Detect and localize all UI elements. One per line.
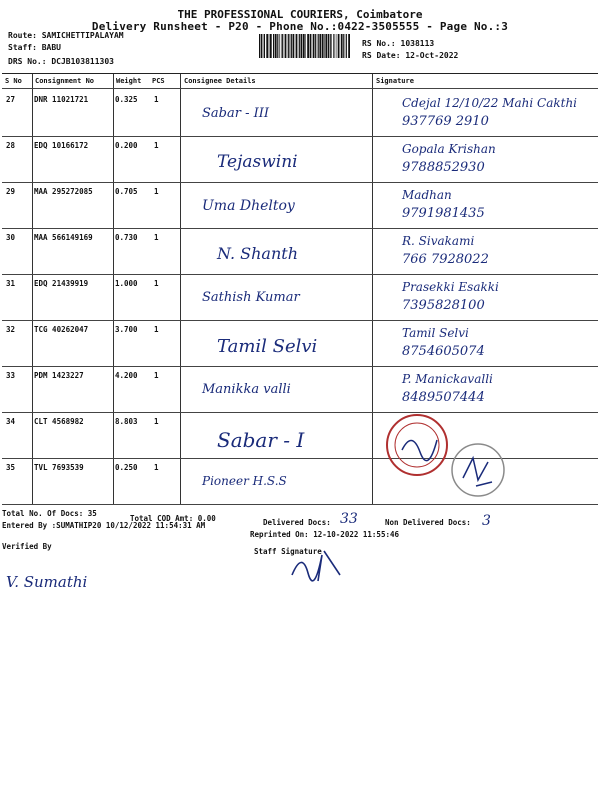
seal-stamp xyxy=(448,440,508,500)
cell-weight: 0.730 xyxy=(115,233,138,242)
signature-phone: 8754605074 xyxy=(402,344,485,359)
consignee-handwriting: Sabar - I xyxy=(217,428,305,452)
rs-number: RS No.: 1038113 xyxy=(362,39,435,48)
barcode-bar xyxy=(328,34,329,58)
table-row xyxy=(2,228,598,274)
staff-label: Staff: BABU xyxy=(8,43,61,52)
column-header-signature: Signature xyxy=(376,77,414,85)
runsheet-table xyxy=(2,73,598,505)
barcode-bar xyxy=(264,34,265,58)
table-row xyxy=(2,412,598,458)
consignee-handwriting: Uma Dheltoy xyxy=(202,198,295,214)
cell-pcs: 1 xyxy=(154,325,159,334)
cell-weight: 1.000 xyxy=(115,279,138,288)
column-header-weight: Weight xyxy=(116,77,142,85)
signature-phone: 9791981435 xyxy=(402,206,485,221)
barcode-bar xyxy=(322,34,324,58)
table-row xyxy=(2,90,598,136)
barcode-bar xyxy=(318,34,319,58)
cell-weight: 0.705 xyxy=(115,187,138,196)
table-row xyxy=(2,182,598,228)
column-header-sno: S No xyxy=(5,77,22,85)
consignee-handwriting: Tejaswini xyxy=(217,152,298,172)
barcode-bar xyxy=(348,34,350,58)
barcode-bar xyxy=(263,34,264,58)
cell-consignment: DNR 11021721 xyxy=(34,95,89,104)
barcode-bar xyxy=(319,34,321,58)
cell-pcs: 1 xyxy=(154,279,159,288)
cell-weight: 3.700 xyxy=(115,325,138,334)
barcode-bar xyxy=(277,34,278,58)
cell-pcs: 1 xyxy=(154,417,159,426)
barcode-bar xyxy=(299,34,300,58)
column-header-pcs: PCS xyxy=(152,77,165,85)
cell-sno: 29 xyxy=(6,187,16,196)
cell-sno: 27 xyxy=(6,95,16,104)
barcode-bar xyxy=(269,34,270,58)
barcode xyxy=(258,34,352,58)
cell-pcs: 1 xyxy=(154,233,159,242)
cell-pcs: 1 xyxy=(154,463,159,472)
barcode-bar xyxy=(325,34,327,58)
total-cod: Total COD Amt: 0.00 xyxy=(130,514,216,523)
column-header-consignment: Consignment No xyxy=(35,77,95,85)
barcode-bar xyxy=(305,34,306,58)
signature-handwriting: Madhan xyxy=(402,188,452,202)
cell-consignment: PDM 1423227 xyxy=(34,371,84,380)
cell-sno: 28 xyxy=(6,141,16,150)
row-divider xyxy=(2,504,598,505)
cell-pcs: 1 xyxy=(154,187,159,196)
cell-pcs: 1 xyxy=(154,141,159,150)
barcode-bar xyxy=(273,34,274,58)
cell-sno: 34 xyxy=(6,417,16,426)
barcode-bar xyxy=(313,34,315,58)
cell-consignment: MAA 295272085 xyxy=(34,187,93,196)
signature-phone: 937769 2910 xyxy=(402,114,489,129)
signature-handwriting: R. Sivakami xyxy=(402,234,475,248)
cell-sno: 32 xyxy=(6,325,16,334)
rs-date: RS Date: 12-Oct-2022 xyxy=(362,51,459,60)
delivered-docs-count: 33 xyxy=(340,511,358,527)
barcode-bar xyxy=(259,34,260,58)
signature-phone: 766 7928022 xyxy=(402,252,489,267)
barcode-bar xyxy=(282,34,283,58)
consignee-handwriting: Sathish Kumar xyxy=(202,290,300,305)
cell-consignment: MAA 566149169 xyxy=(34,233,93,242)
table-row xyxy=(2,366,598,412)
consignee-handwriting: Tamil Selvi xyxy=(217,336,318,357)
consignee-handwriting: Sabar - III xyxy=(202,106,270,121)
page-title: THE PROFESSIONAL COURIERS, Coimbatore xyxy=(177,8,423,21)
barcode-bar xyxy=(266,34,268,58)
consignee-handwriting: Pioneer H.S.S xyxy=(202,474,287,488)
reprinted-on: Reprinted On: 12-10-2022 11:55:46 xyxy=(250,530,400,539)
barcode-bar xyxy=(291,34,292,58)
barcode-bar xyxy=(285,34,287,58)
drs-number: DRS No.: DCJB103811303 xyxy=(8,57,114,66)
cell-sno: 30 xyxy=(6,233,16,242)
cell-consignment: CLT 4568982 xyxy=(34,417,84,426)
cell-weight: 8.803 xyxy=(115,417,138,426)
column-header-consignee: Consignee Details xyxy=(184,77,256,85)
cell-pcs: 1 xyxy=(154,371,159,380)
consignee-handwriting: N. Shanth xyxy=(217,244,298,263)
non-delivered-docs-count: 3 xyxy=(482,513,491,529)
header-divider xyxy=(2,88,598,89)
barcode-bar xyxy=(275,34,277,58)
delivery-stamp xyxy=(382,410,452,480)
barcode-bar xyxy=(261,34,262,58)
barcode-bar xyxy=(341,34,343,58)
non-delivered-docs-label: Non Delivered Docs: xyxy=(385,518,471,527)
cell-weight: 0.200 xyxy=(115,141,138,150)
route-label: Route: SAMICHETTIPALAYAM xyxy=(8,31,124,40)
entered-by: Entered By :SUMATHIP20 10/12/2022 11:54:31 AM xyxy=(2,521,206,530)
cell-consignment: EDQ 21439919 xyxy=(34,279,89,288)
cell-weight: 4.200 xyxy=(115,371,138,380)
table-row xyxy=(2,458,598,504)
cell-sno: 31 xyxy=(6,279,16,288)
cell-consignment: TCG 40262047 xyxy=(34,325,89,334)
signature-handwriting: Prasekki Esakki xyxy=(402,280,499,294)
barcode-bar xyxy=(307,34,309,58)
staff-signature-scrawl xyxy=(288,545,344,585)
barcode-bar xyxy=(270,34,272,58)
cell-weight: 0.325 xyxy=(115,95,138,104)
barcode-bar xyxy=(310,34,312,58)
page-subtitle: Delivery Runsheet - P20 - Phone No.:0422-3505555 - Page No.:3 xyxy=(91,20,509,33)
signature-handwriting: Cdejal 12/10/22 Mahi Cakthi xyxy=(402,96,578,110)
verified-by-label: Verified By xyxy=(2,542,52,551)
cell-weight: 0.250 xyxy=(115,463,138,472)
barcode-bar xyxy=(346,34,347,58)
cell-pcs: 1 xyxy=(154,95,159,104)
cell-consignment: TVL 7693539 xyxy=(34,463,84,472)
barcode-bar xyxy=(315,34,316,58)
barcode-bar xyxy=(330,34,331,58)
cell-consignment: EDQ 10166172 xyxy=(34,141,89,150)
barcode-bar xyxy=(281,34,282,58)
delivered-docs-label: Delivered Docs: xyxy=(263,518,331,527)
barcode-bar xyxy=(301,34,303,58)
total-docs: Total No. Of Docs: 35 xyxy=(2,509,97,518)
barcode-bar xyxy=(333,34,334,58)
signature-handwriting: Gopala Krishan xyxy=(402,142,496,156)
barcode-bar xyxy=(303,34,305,58)
cell-sno: 35 xyxy=(6,463,16,472)
barcode-bar xyxy=(336,34,337,58)
table-row xyxy=(2,274,598,320)
signature-handwriting: Tamil Selvi xyxy=(402,326,469,340)
table-row xyxy=(2,136,598,182)
barcode-bar xyxy=(288,34,289,58)
signature-phone: 7395828100 xyxy=(402,298,485,313)
staff-signature-label: Staff Signature xyxy=(254,547,322,556)
signature-phone: 9788852930 xyxy=(402,160,485,175)
signature-handwriting: P. Manickavalli xyxy=(402,372,493,386)
consignee-handwriting: Manikka valli xyxy=(202,382,291,397)
barcode-bar xyxy=(338,34,340,58)
barcode-bar xyxy=(324,34,325,58)
barcode-bar xyxy=(279,34,280,58)
cell-sno: 33 xyxy=(6,371,16,380)
barcode-bar xyxy=(293,34,295,58)
barcode-bar xyxy=(343,34,344,58)
barcode-bar xyxy=(290,34,291,58)
table-row xyxy=(2,320,598,366)
barcode-bar xyxy=(296,34,298,58)
verifier-signature: V. Sumathi xyxy=(6,573,88,591)
signature-phone: 8489507444 xyxy=(402,390,485,405)
barcode-bar xyxy=(331,34,332,58)
